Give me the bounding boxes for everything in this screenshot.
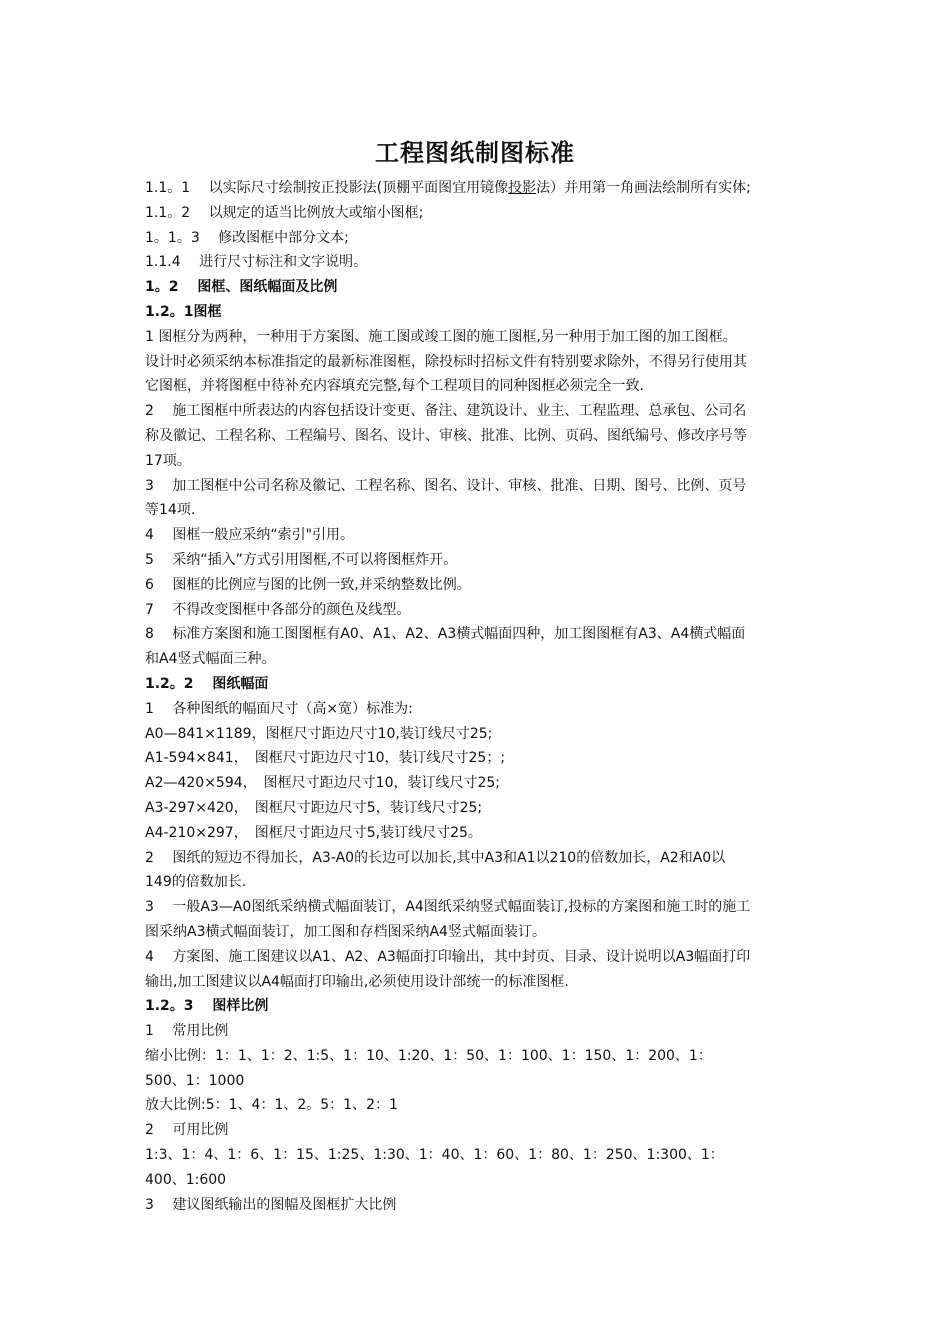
text-line xyxy=(145,548,810,573)
text-line xyxy=(145,399,810,424)
line-text: A3-297×420， 图框尺寸距边尺寸5，装订线尺寸25; xyxy=(145,799,483,816)
line-text: 7 不得改变图框中各部分的颜色及线型。 xyxy=(145,601,411,618)
line-text: A4-210×297， 图框尺寸距边尺寸5,装订线尺寸25。 xyxy=(145,824,482,841)
line-text: 4 图框一般应采纳“索引"引用。 xyxy=(145,527,355,544)
text-line xyxy=(145,250,810,275)
text-line xyxy=(145,1044,810,1069)
text-line xyxy=(145,498,810,523)
line-text: 2 可用比例 xyxy=(145,1122,229,1139)
text-line xyxy=(145,226,810,251)
text-line xyxy=(145,1019,810,1044)
line-text: A0—841×1189，图框尺寸距边尺寸10,装订线尺寸25; xyxy=(145,725,493,742)
line-text: 输出,加工图建议以A4幅面打印输出,必须使用设计部统一的标准图框. xyxy=(145,973,569,990)
text-line xyxy=(145,598,810,623)
line-text: 称及徽记、工程名称、工程编号、图名、设计、审核、批准、比例、页码、图纸编号、修改序号等 xyxy=(145,427,747,444)
line-text: 1.2。2 图纸幅面 xyxy=(145,675,269,692)
text-line xyxy=(145,449,810,474)
line-text: 1 图框分为两种，一种用于方案图、施工图或竣工图的施工图框,另一种用于加工图的加工图框。 xyxy=(145,328,737,345)
line-text: 2 施工图框中所表达的内容包括设计变更、备注、建筑设计、业主、工程监理、总承包、公司名 xyxy=(145,403,747,420)
text-line xyxy=(145,1168,810,1193)
line-text: 等14项. xyxy=(145,502,196,519)
section-heading xyxy=(145,994,810,1019)
line-text: 缩小比例：1：1、1：2、1:5、1：10、1:20、1：50、1：100、1：150、1：200、1： xyxy=(145,1047,712,1064)
line-text: 设计时必须采纳本标准指定的最新标准图框，除投标时招标文件有特别要求除外，不得另行使用其 xyxy=(145,353,747,370)
text-line xyxy=(145,622,810,647)
line-text: 1.1.4 进行尺寸标注和文字说明。 xyxy=(145,254,368,271)
line-text: 500、1：1000 xyxy=(145,1072,245,1089)
text-line xyxy=(145,870,810,895)
text-line xyxy=(145,945,810,970)
line-text: A2—420×594， 图框尺寸距边尺寸10，装订线尺寸25; xyxy=(145,775,501,792)
text-line xyxy=(145,821,810,846)
underlined-text: 投影 xyxy=(508,180,537,196)
line-text: 图采纳A3横式幅面装订，加工图和存档图采纳A4竖式幅面装订。 xyxy=(145,923,546,940)
text-line xyxy=(145,201,810,226)
line-text: 1 常用比例 xyxy=(145,1023,229,1040)
text-line xyxy=(145,1093,810,1118)
text-line xyxy=(145,374,810,399)
line-text: 1:3、1：4、1：6、1：15、1:25、1:30、1：40、1：60、1：80、1：250、1:300、1： xyxy=(145,1147,724,1164)
text-line xyxy=(145,970,810,995)
text-line xyxy=(145,325,810,350)
line-text: 3 建议图纸输出的图幅及图框扩大比例 xyxy=(145,1196,397,1213)
text-line xyxy=(145,771,810,796)
text-line xyxy=(145,1118,810,1143)
line-text: 1.1。2 以规定的适当比例放大或缩小图框; xyxy=(145,204,424,221)
line-text: 2 图纸的短边不得加长，A3-A0的长边可以加长,其中A3和A1以210的倍数加长，A2和A0以 xyxy=(145,849,726,866)
text-line xyxy=(145,920,810,945)
line-text-continued: 法）并用第一角画法绘制所有实体; xyxy=(536,180,751,196)
line-text: 8 标准方案图和施工图图框有A0、A1、A2、A3横式幅面四种，加工图图框有A3、A4横式幅面 xyxy=(145,626,746,643)
document-title: 工程图纸制图标准 xyxy=(375,139,575,167)
line-text: 放大比例:5：1、4：1、2。5：1、2：1 xyxy=(145,1097,398,1114)
text-line xyxy=(145,1069,810,1094)
text-line xyxy=(145,573,810,598)
text-line xyxy=(145,895,810,920)
text-line xyxy=(145,523,810,548)
line-text: 1.2。1图框 xyxy=(145,303,222,320)
text-line xyxy=(145,474,810,499)
text-line xyxy=(145,722,810,747)
line-text: 4 方案图、施工图建议以A1、A2、A3幅面打印输出，其中封页、目录、设计说明以A3幅面打印 xyxy=(145,948,751,965)
text-line xyxy=(145,647,810,672)
text-line xyxy=(145,1143,810,1168)
text-line xyxy=(145,350,810,375)
text-line xyxy=(145,697,810,722)
line-text: 400、1:600 xyxy=(145,1171,227,1188)
line-text: 3 加工图框中公司名称及徽记、工程名称、图名、设计、审核、批准、日期、图号、比例、页号 xyxy=(145,477,747,494)
line-text: 3 一般A3—A0图纸采纳横式幅面装订，A4图纸采纳竖式幅面装订,投标的方案图和施工时的施工 xyxy=(145,899,751,916)
text-line xyxy=(145,796,810,821)
text-line xyxy=(145,176,810,201)
text-line xyxy=(145,746,810,771)
line-text: 5 采纳“插入”方式引用图框,不可以将图框炸开。 xyxy=(145,551,458,568)
line-text: A1-594×841， 图框尺寸距边尺寸10，装订线尺寸25；; xyxy=(145,750,506,767)
line-text: 1 各种图纸的幅面尺寸（高×宽）标准为: xyxy=(145,700,413,717)
line-text: 和A4竖式幅面三种。 xyxy=(145,651,276,668)
line-text: 1.2。3 图样比例 xyxy=(145,998,269,1015)
line-text: 1.1。1 以实际尺寸绘制按正投影法(顶棚平面图宜用镜像 xyxy=(145,180,509,196)
line-text: 6 图框的比例应与图的比例一致,并采纳整数比例。 xyxy=(145,576,471,593)
text-line xyxy=(145,424,810,449)
line-text: 149的倍数加长. xyxy=(145,874,247,891)
section-heading xyxy=(145,300,810,325)
line-text: 它图框，并将图框中待补充内容填充完整,每个工程项目的同种图框必须完全一致. xyxy=(145,378,644,395)
line-text: 1。2 图框、图纸幅面及比例 xyxy=(145,279,338,296)
section-heading xyxy=(145,672,810,697)
section-heading xyxy=(145,275,810,300)
text-line xyxy=(145,1193,810,1218)
line-text: 1。1。3 修改图框中部分文本; xyxy=(145,229,349,246)
text-line xyxy=(145,846,810,871)
line-text: 17项。 xyxy=(145,452,191,469)
document-body xyxy=(145,176,810,1217)
